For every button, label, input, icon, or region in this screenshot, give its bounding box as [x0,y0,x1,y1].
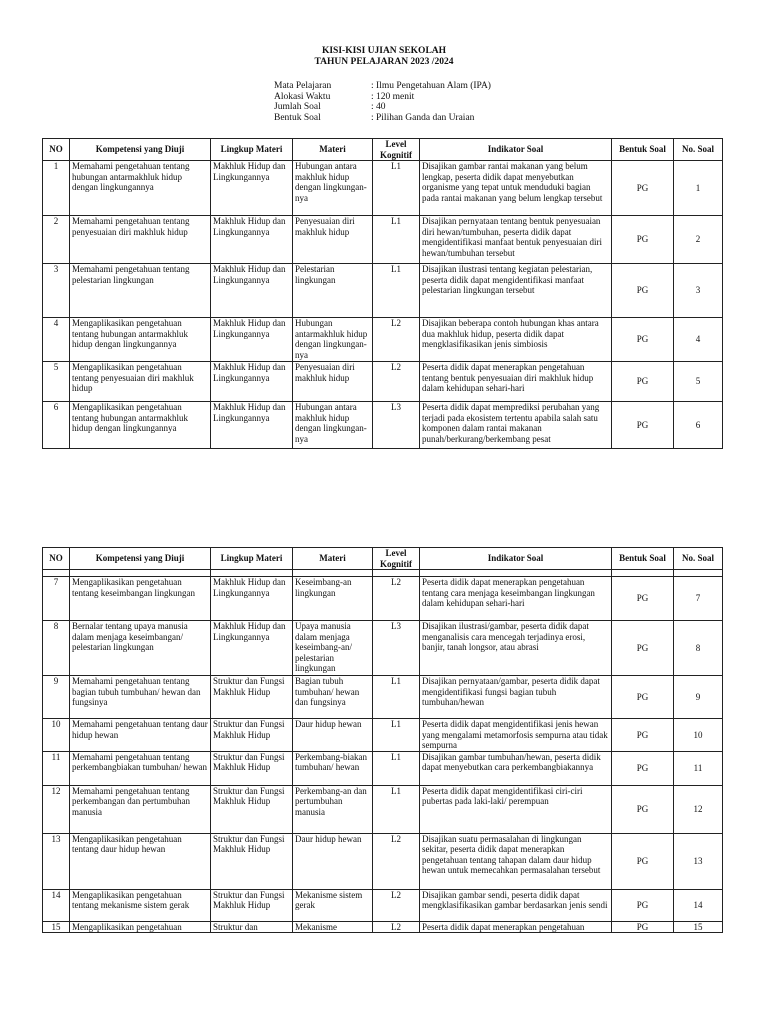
competency-cell: Mengaplikasikan pengetahuan tentang keseimbangan lingkungan [70,577,211,621]
table-row [43,921,723,933]
meta-label: Mata Pelajaran [274,81,332,91]
table-header-row [43,548,723,570]
question-type-cell: PG [612,751,674,785]
material-cell: Hubungan antarmakhluk hidup dengan lingkungan-nya [293,318,373,362]
level-cell: L1 [373,719,420,752]
material-cell: Perkembang-biakan tumbuhan/ hewan [293,751,373,785]
col-header-level: Level Kognitif [373,548,420,570]
table-row [43,264,723,318]
competency-cell: Memahami pengetahuan tentang bagian tubuh tumbuhan/ hewan dan fungsinya [70,676,211,719]
table-row [43,216,723,264]
competency-cell: Memahami pengetahuan tentang perkembangbiakan tumbuhan/ hewan [70,751,211,785]
doc-title: KISI-KISI UJIAN SEKOLAH [321,46,447,56]
question-number-cell: 8 [674,621,723,676]
col-header-type: Bentuk Soal [612,548,674,570]
competency-cell: Mengaplikasikan pengetahuan tentang penyesuaian diri makhluk hidup [70,362,211,402]
scope-cell: Makhluk Hidup dan Lingkungannya [211,318,293,362]
material-cell: Penyesuaian diri makhluk hidup [293,362,373,402]
col-header-material: Materi [293,139,373,161]
question-number-cell: 9 [674,676,723,719]
table-row [43,676,723,719]
question-type-cell: PG [612,833,674,889]
meta-row-duration [274,92,491,103]
row-no: 15 [43,921,70,933]
table-row [43,161,723,216]
question-number-cell: 10 [674,719,723,752]
indicator-cell: Disajikan pernyataan tentang bentuk penyesuaian diri hewan/tumbuhan, peserta didik dapat mengidentifikasi manfaat bentuk penyesuaian diri hewan/tumbuhan tersebut [420,216,612,264]
scope-cell: Makhluk Hidup dan Lingkungannya [211,362,293,402]
table-row [43,751,723,785]
question-number-cell: 15 [674,921,723,933]
indicator-cell: Disajikan gambar tumbuhan/hewan, peserta didik dapat menyebutkan cara perkembangbiakannya [420,751,612,785]
question-type-cell: PG [612,577,674,621]
indicator-cell: Disajikan ilustrasi tentang kegiatan pelestarian, peserta didik dapat mengidentifikasi manfaat pelestarian lingkungan tersebut [420,264,612,318]
col-header-indicator: Indikator Soal [420,548,612,570]
material-cell: Daur hidup hewan [293,833,373,889]
level-cell: L2 [373,921,420,933]
empty-cell [43,570,70,577]
scope-cell: Struktur dan Fungsi Makhluk Hidup [211,719,293,752]
meta-value: : Ilmu Pengetahuan Alam (IPA) [371,81,491,91]
meta-value: : 40 [371,102,386,112]
col-header-number: No. Soal [674,139,723,161]
material-cell: Pelestarian lingkungan [293,264,373,318]
table-row [43,577,723,621]
indicator-cell: Peserta didik dapat memprediksi perubahan yang terjadi pada ekosistem tertentu apabila salah satu komponen dalam rantai makanan punah/berkurang/berkembang pesat [420,402,612,449]
row-no: 8 [43,621,70,676]
question-type-cell: PG [612,264,674,318]
question-number-cell: 6 [674,402,723,449]
row-no: 9 [43,676,70,719]
competency-cell: Mengaplikasikan pengetahuan tentang mekanisme sistem gerak [70,889,211,921]
empty-cell [373,570,420,577]
level-cell: L2 [373,889,420,921]
scope-cell: Makhluk Hidup dan Lingkungannya [211,621,293,676]
scope-cell: Makhluk Hidup dan Lingkungannya [211,161,293,216]
question-number-cell: 5 [674,362,723,402]
competency-cell: Bernalar tentang upaya manusia dalam menjaga keseimbangan/ pelestarian lingkungan [70,621,211,676]
question-type-cell: PG [612,719,674,752]
scope-cell: Makhluk Hidup dan Lingkungannya [211,264,293,318]
table-row [43,402,723,449]
row-no: 3 [43,264,70,318]
row-no: 1 [43,161,70,216]
scope-cell: Struktur dan Fungsi Makhluk Hidup [211,676,293,719]
col-header-competency: Kompetensi yang Diuji [70,548,211,570]
question-number-cell: 2 [674,216,723,264]
question-type-cell: PG [612,621,674,676]
meta-row-type [274,113,491,124]
level-cell: L2 [373,833,420,889]
meta-row-subject [274,81,491,92]
col-header-scope: Lingkup Materi [211,139,293,161]
col-header-competency: Kompetensi yang Diuji [70,139,211,161]
competency-cell: Memahami pengetahuan tentang hubungan antarmakhluk hidup dengan lingkungannya [70,161,211,216]
level-cell: L1 [373,751,420,785]
competency-cell: Mengaplikasikan pengetahuan tentang hubungan antarmakhluk hidup dengan lingkungannya [70,318,211,362]
table-row [43,785,723,833]
question-type-cell: PG [612,785,674,833]
row-no: 10 [43,719,70,752]
level-cell: L2 [373,318,420,362]
meta-label: Jumlah Soal [274,102,321,112]
question-type-cell: PG [612,216,674,264]
level-cell: L1 [373,785,420,833]
table-row [43,318,723,362]
row-no: 7 [43,577,70,621]
doc-subtitle: TAHUN PELAJARAN 2023 /2024 [314,57,454,67]
indicator-cell: Disajikan ilustrasi/gambar, peserta didik dapat menganalisis cara mencegah terjadinya erosi, banjir, tanah longsor, atau abrasi [420,621,612,676]
scope-cell: Makhluk Hidup dan Lingkungannya [211,577,293,621]
question-type-cell: PG [612,318,674,362]
competency-cell: Memahami pengetahuan tentang penyesuaian diri makhluk hidup [70,216,211,264]
empty-cell [211,570,293,577]
material-cell: Mekanisme [293,921,373,933]
indicator-cell: Disajikan gambar sendi, peserta didik dapat mengklasifikasikan gambar berdasarkan jenis sendi [420,889,612,921]
col-header-scope: Lingkup Materi [211,548,293,570]
question-number-cell: 4 [674,318,723,362]
material-cell: Hubungan antara makhluk hidup dengan lingkungan-nya [293,161,373,216]
meta-value: : Pilihan Ganda dan Uraian [371,112,475,123]
scope-cell: Struktur dan Fungsi Makhluk Hidup [211,889,293,921]
competency-cell: Memahami pengetahuan tentang daur hidup hewan [70,719,211,752]
material-cell: Hubungan antara makhluk hidup dengan lingkungan-nya [293,402,373,449]
question-number-cell: 14 [674,889,723,921]
question-type-cell: PG [612,161,674,216]
row-no: 6 [43,402,70,449]
question-type-cell: PG [612,362,674,402]
empty-cell [70,570,211,577]
scope-cell: Struktur dan [211,921,293,933]
spacer-row [43,570,723,577]
meta-label: Alokasi Waktu [274,91,331,102]
material-cell: Bagian tubuh tumbuhan/ hewan dan fungsinya [293,676,373,719]
col-header-no: NO [43,139,70,161]
indicator-cell: Disajikan beberapa contoh hubungan khas antara dua makhluk hidup, peserta didik dapat mengklasifikasikan jenis simbiosis [420,318,612,362]
level-cell: L3 [373,621,420,676]
indicator-cell: Peserta didik dapat mengidentifikasi jenis hewan yang mengalami metamorfosis sempurna atau tidak sempurna [420,719,612,752]
table-row [43,889,723,921]
kisi-table-2 [42,547,723,933]
material-cell: Keseimbang-an lingkungan [293,577,373,621]
meta-block [274,81,491,123]
col-header-material: Materi [293,548,373,570]
question-number-cell: 1 [674,161,723,216]
scope-cell: Struktur dan Fungsi Makhluk Hidup [211,751,293,785]
question-type-cell: PG [612,889,674,921]
scope-cell: Makhluk Hidup dan Lingkungannya [211,216,293,264]
empty-cell [674,570,723,577]
question-number-cell: 11 [674,751,723,785]
empty-cell [293,570,373,577]
empty-cell [612,570,674,577]
table-row [43,362,723,402]
col-header-indicator: Indikator Soal [420,139,612,161]
competency-cell: Memahami pengetahuan tentang pelestarian lingkungan [70,264,211,318]
material-cell: Daur hidup hewan [293,719,373,752]
question-number-cell: 7 [674,577,723,621]
indicator-cell: Peserta didik dapat menerapkan pengetahuan [420,921,612,933]
col-header-level: Level Kognitif [373,139,420,161]
col-header-no: NO [43,548,70,570]
level-cell: L1 [373,676,420,719]
meta-label: Bentuk Soal [274,112,321,123]
row-no: 5 [43,362,70,402]
indicator-cell: Disajikan suatu permasalahan di lingkungan sekitar, peserta didik dapat menerapkan pengetahuan tentang tahapan dalam daur hidup hewan untuk memecahkan permasalahan tersebut [420,833,612,889]
meta-row-count [274,102,491,113]
scope-cell: Makhluk Hidup dan Lingkungannya [211,402,293,449]
indicator-cell: Disajikan gambar rantai makanan yang belum lengkap, peserta didik dapat menyebutkan organisme yang tepat untuk menduduki bagian pada rantai makanan yang belum lengkap tersebut [420,161,612,216]
row-no: 13 [43,833,70,889]
col-header-type: Bentuk Soal [612,139,674,161]
material-cell: Mekanisme sistem gerak [293,889,373,921]
competency-cell: Memahami pengetahuan tentang perkembangan dan pertumbuhan manusia [70,785,211,833]
material-cell: Penyesuaian diri makhluk hidup [293,216,373,264]
meta-value: : 120 menit [371,91,415,102]
question-number-cell: 12 [674,785,723,833]
row-no: 12 [43,785,70,833]
table-row [43,621,723,676]
indicator-cell: Peserta didik dapat mengidentifikasi ciri-ciri pubertas pada laki-laki/ perempuan [420,785,612,833]
indicator-cell: Peserta didik dapat menerapkan pengetahuan tentang cara menjaga keseimbangan lingkungan dalam kehidupan sehari-hari [420,577,612,621]
competency-cell: Mengaplikasikan pengetahuan tentang daur hidup hewan [70,833,211,889]
row-no: 14 [43,889,70,921]
table-row [43,719,723,752]
material-cell: Upaya manusia dalam menjaga keseimbang-an/ pelestarian lingkungan [293,621,373,676]
question-type-cell: PG [612,921,674,933]
row-no: 11 [43,751,70,785]
competency-cell: Mengaplikasikan pengetahuan [70,921,211,933]
material-cell: Perkembang-an dan pertumbuhan manusia [293,785,373,833]
scope-cell: Struktur dan Fungsi Makhluk Hidup [211,833,293,889]
indicator-cell: Disajikan pernyataan/gambar, peserta didik dapat mengidentifikasi fungsi bagian tubuh tumbuhan/hewan [420,676,612,719]
question-number-cell: 13 [674,833,723,889]
table-header-row [43,139,723,161]
row-no: 2 [43,216,70,264]
table-row [43,833,723,889]
level-cell: L1 [373,161,420,216]
question-type-cell: PG [612,676,674,719]
level-cell: L1 [373,216,420,264]
indicator-cell: Peserta didik dapat menerapkan pengetahuan tentang bentuk penyesuaian diri makhluk hidup dalam kehidupan sehari-hari [420,362,612,402]
col-header-number: No. Soal [674,548,723,570]
level-cell: L1 [373,264,420,318]
scope-cell: Struktur dan Fungsi Makhluk Hidup [211,785,293,833]
level-cell: L2 [373,362,420,402]
question-number-cell: 3 [674,264,723,318]
empty-cell [420,570,612,577]
level-cell: L3 [373,402,420,449]
kisi-table-1 [42,138,723,449]
row-no: 4 [43,318,70,362]
question-type-cell: PG [612,402,674,449]
level-cell: L2 [373,577,420,621]
competency-cell: Mengaplikasikan pengetahuan tentang hubungan antarmakhluk hidup dengan lingkungannya [70,402,211,449]
